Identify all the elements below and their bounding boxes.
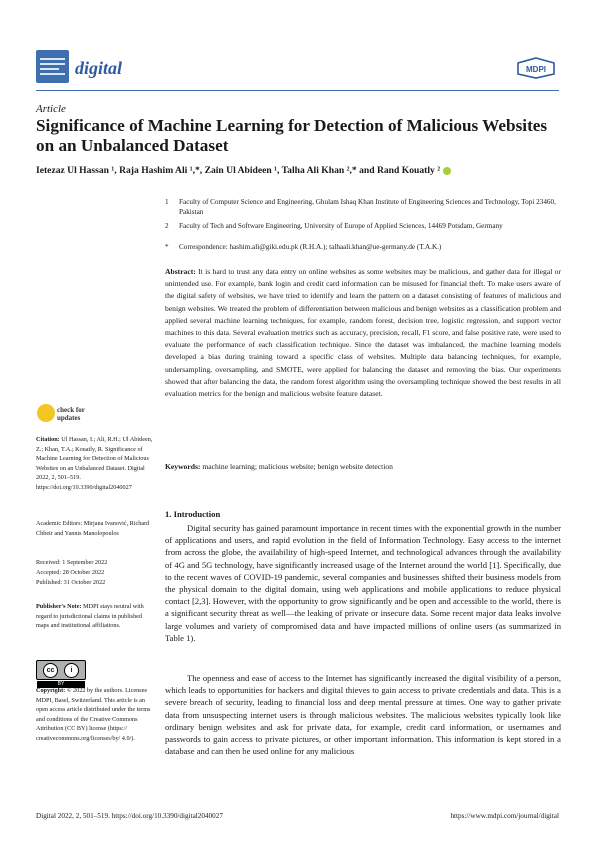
affiliation-2: 2 Faculty of Tech and Software Engineering, University of Europe of Applied Sciences, 14469 Potsdam, Germany [165,222,503,230]
affiliation-1: 1 Faculty of Computer Science and Engineering, Ghulam Ishaq Khan Institute of Engineering Sciences and Technology, Topi 23460, Pakistan [165,198,556,217]
abstract [165,266,561,400]
received-date: Received: 1 September 2022 [36,559,108,566]
cc-by-label: BY [37,681,85,688]
orcid-icon[interactable] [443,167,451,175]
footer-journal-url[interactable]: https://www.mdpi.com/journal/digital [450,812,559,820]
academic-editors: Academic Editors: Mirjana Ivanović, Richard Chbeir and Yannis Manolopoulos [36,520,150,537]
cc-by-license-icon[interactable] [36,660,86,687]
journal-logo-icon [36,50,69,83]
abstract-text: It is hard to trust any data entry on online websites as some websites may be malicious, and gather data for illegal or unintended use. For example, bank login and credit card information can be misused for financial theft. To make users aware of the digital safety of websites, we have tried to identify and learn the pattern on a dataset consisting of features of malicious and benign websites. We treated the problem of differentiation between malicious and benign websites as a classification problem and applied several machine learning techniques, for example, random forest, decision tree, logistic regression, and support vector machines to this data. Several evaluation metrics such as accuracy, precision, recall, F1 score, and false positive rate, were used to evaluate the performance of each classification technique. Since the dataset was imbalanced, the machine learning models developed a bias during training toward a specific class of websites. Multiple data balancing techniques, for example, undersampling, oversampling, and SMOTE, were applied for balancing the dataset and removing the bias. Our experiments showed that after balancing the data, the random forest algorithm using the oversampling technique showed the best results in all evaluation metrics for the benign and malicious website feature dataset. [165,267,561,399]
copyright-block: Copyright: © 2022 by the authors. Licensee MDPI, Basel, Switzerland. This article is an open access article distributed under the terms and conditions of the Creative Commons Attribution (CC BY) license (https:// creativecommons.org/licenses/by/ 4.0/). [36,687,151,742]
journal-name: digital [75,58,123,78]
abstract-label: Abstract: [165,267,196,276]
check-updates-icon[interactable] [37,404,55,422]
authors-text: Ietezaz Ul Hassan ¹, Raja Hashim Ali ¹,*, Zain Ul Abideen ¹, Talha Ali Khan ²,* and Rand Kouatly ² [36,165,441,176]
author-list [36,165,566,176]
header-divider [36,90,559,91]
section-heading: 1. Introduction [165,509,221,519]
published-date: Published: 31 October 2022 [36,579,106,586]
article-type: Article [36,103,66,115]
cc-icon: cc [43,663,58,678]
footer-citation[interactable]: Digital 2022, 2, 501–519. https://doi.org/10.3390/digital2040027 [36,812,223,820]
publisher-note: Publisher's Note: MDPI stays neutral with regard to jurisdictional claims in published maps and institutional affiliations. [36,603,144,629]
check-updates-label[interactable]: check for updates [57,406,85,422]
intro-paragraph-1: Digital security has gained paramount importance in recent times with the exponential growth in the number of applications and users, and rapid evolution in the field of Information Technology. Easy access to the internet from across the globe, the availability of high-speed Internet, and technological advances through the availability of 4G and 5G technology, have significantly increased usage of the Internet around the world [1]. Specifically, due to the recent waves of COVID-19 pandemic, several companies and businesses shifted their business models from the physical domain to the digital domain, using web applications and mobile applications to reduce physical contact [2,3]. However, with the opportunity to grow significantly and be open and accessible to the world, there is a significant security threat as well—the leaking of private or insecure data. Some recent major data leaks involve large volumes and variety of compromised data and have impacted millions of online users (as summarized in Table 1). [165,523,561,643]
keywords-label: Keywords: [165,462,201,471]
keywords-text: machine learning; malicious website; benign website detection [202,462,393,471]
keywords [165,461,561,473]
article-title: Significance of Machine Learning for Detection of Malicious Websites on an Unbalanced Dataset [36,116,548,155]
correspondence: * Correspondence: hashim.ali@giki.edu.pk (R.H.A.); talhaali.khan@ue-germany.de (T.A.K.) [165,243,442,251]
accepted-date: Accepted: 28 October 2022 [36,569,105,576]
mdpi-logo-text: MDPI [526,65,546,74]
citation-block: Citation: Ul Hassan, I.; Ali, R.H.; Ul Abideen, Z.; Khan, T.A.; Kouatly, R. Significance of Machine Learning for Detection of Malicious Websites on an Unbalanced Dataset. Digital 2022, 2, 501–519. https://doi.org/10.3390/digital2040027 [36,436,153,491]
intro-paragraph-2: The openness and ease of access to the Internet has significantly increased the digital visibility of a person, which leads to opportunities for hackers and digital thieves to gain access to private credentials and data. This is a severe breach of security, leading to financial loss and deep mental pressure at times. One way to gather private data from unsuspecting internet users is through malicious websites. The malicious websites typically look like ordinary benign websites and ask for private data, for example, credit card information, or usernames and passwords to gain access to private pictures, or other important information. This information is kept stored in a database and can then be used online for any malicious [165,673,561,757]
mdpi-logo-icon[interactable] [516,57,556,79]
person-icon: i [64,663,79,678]
